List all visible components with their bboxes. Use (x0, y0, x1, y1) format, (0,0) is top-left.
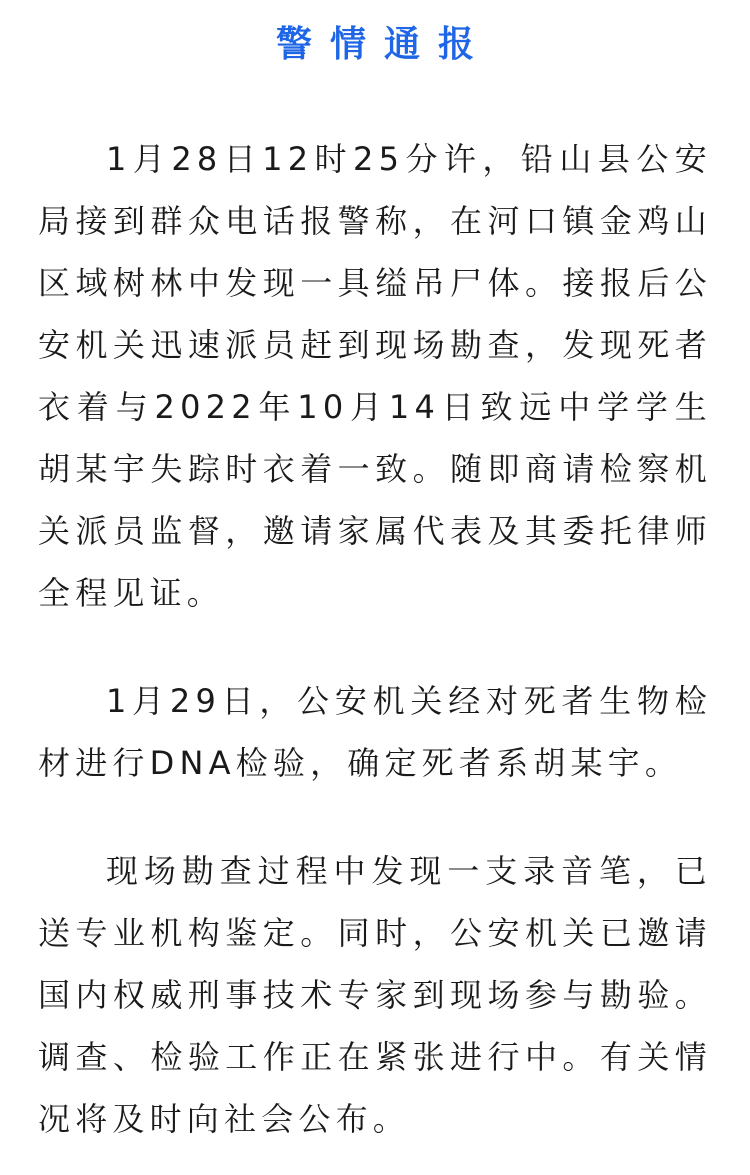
notice-title: 警情通报 (275, 24, 492, 65)
notice-paragraph-3: 现场勘查过程中发现一支录音笔，已送专业机构鉴定。同时，公安机关已邀请国内权威刑事技术专家到现场参与勘验。调查、检验工作正在紧张进行中。有关情况将及时向社会公布。 (38, 852, 712, 1138)
notice-paragraph-1: 1月28日12时25分许，铅山县公安局接到群众电话报警称，在河口镇金鸡山区域树林中发现一具缢吊尸体。接报后公安机关迅速派员赶到现场勘查，发现死者衣着与2022年10月14日致远中学学生胡某宇失踪时衣着一致。随即商请检察机关派员监督，邀请家属代表及其委托律师全程见证。 (38, 140, 712, 612)
notice-paragraph-2: 1月29日，公安机关经对死者生物检材进行DNA检验，确定死者系胡某宇。 (38, 682, 712, 782)
